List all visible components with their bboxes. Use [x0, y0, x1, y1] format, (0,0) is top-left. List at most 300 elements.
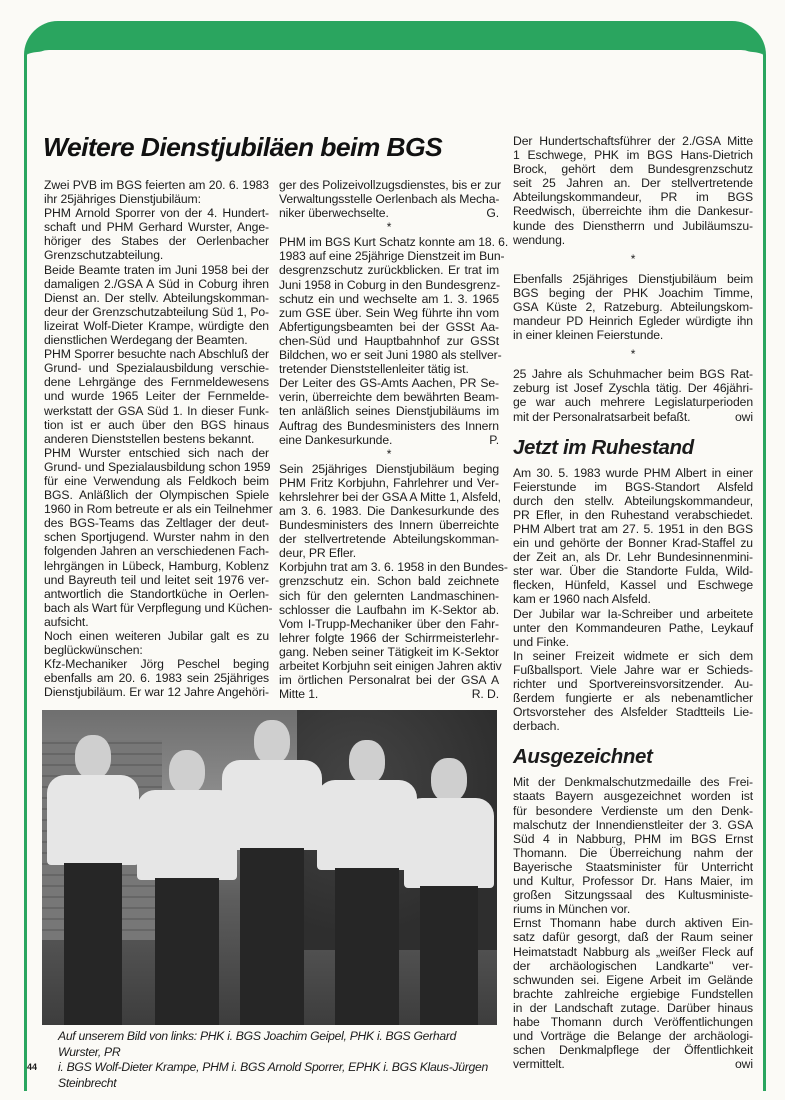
text-line — [513, 190, 753, 204]
paragraph — [279, 178, 499, 220]
line-text: Abfertigungsbeamten bei der GSSt Aa- — [279, 319, 499, 334]
text-line — [513, 381, 753, 395]
line-text: Vom I-Trupp-Mechaniker über den Fahr- — [279, 616, 499, 631]
text-line — [279, 362, 499, 376]
line-text: Heimatstadt Nabburg als „weißer Fleck auf — [513, 944, 753, 959]
section-heading: Ausgezeichnet — [513, 745, 653, 769]
text-line — [513, 328, 753, 342]
text-line — [44, 460, 269, 474]
author-initials: P. — [489, 432, 499, 447]
text-line — [513, 973, 753, 987]
line-text: Mitte 1. — [279, 687, 319, 702]
line-text: Süd 4 in Nabburg, PHM im BGS Ernst — [513, 831, 753, 846]
paragraph — [44, 347, 269, 446]
text-line — [279, 249, 505, 264]
paragraph — [279, 462, 499, 561]
text-line — [279, 419, 499, 433]
line-text: lehrer folgte 1966 der Schirrmeisterlehr- — [279, 630, 499, 645]
text-line — [279, 476, 499, 490]
page-number: 44 — [27, 1062, 38, 1072]
line-text: BGS beging der PHK Joachim Timme, — [513, 285, 753, 300]
text-line — [44, 559, 269, 573]
text-line — [513, 1057, 753, 1071]
line-text: dienstlichen Werdegang der Beamten. — [44, 333, 248, 348]
text-line — [44, 516, 269, 530]
line-text: Der Hundertschaftsführer der 2./GSA Mitte — [513, 134, 753, 148]
text-line — [279, 462, 499, 476]
text-line — [44, 643, 269, 657]
line-text: seit 25 Jahren an. Der stellvertretende — [513, 176, 753, 191]
text-line — [513, 148, 753, 162]
text-line — [279, 348, 502, 363]
text-line — [279, 645, 499, 659]
line-text: 1 Eschwege, PHK im BGS Hans-Dietrich — [513, 148, 753, 163]
section-separator: * — [386, 446, 392, 461]
line-text: Dienstjubiläum. Er war 12 Jahre Angehöri- — [44, 685, 269, 700]
line-text: lizeirat Wolf-Dieter Krampe, würdigte den — [44, 318, 269, 333]
line-text: bach als Wart für Verpflegung und Küchen- — [44, 600, 273, 615]
text-line — [513, 818, 753, 832]
line-text: mandeur PD Heinrich Egleder würdigte ihn — [513, 314, 753, 329]
line-text: In seiner Freizeit widmete er sich dem — [513, 648, 753, 663]
line-text: PHM Fritz Korbjuhn, Fahrlehrer und Ver- — [279, 475, 499, 490]
text-line — [513, 945, 753, 959]
line-text: zeburg ist Josef Zyschla tätig. Der 46jähri- — [513, 381, 753, 396]
text-line — [513, 480, 753, 494]
line-text: ebenfalls am 20. 6. 1983 sein 25jähriges — [44, 671, 269, 686]
text-line — [44, 305, 269, 319]
line-text: dene Lehrgänge des Fernmeldewesens — [44, 375, 269, 390]
line-text: ten anläßlich seines Dienstjubiläums im — [279, 404, 499, 419]
line-text: kehrslehrer bei der GSA A Mitte 1, Alsfeld, — [279, 489, 501, 504]
line-text: malschutz der Innendienstleiter der 3. GSA — [513, 817, 753, 832]
text-line — [44, 685, 269, 699]
line-text: arbeitet Korbjuhn seit einigen Jahren aktiv — [279, 659, 502, 673]
text-line — [279, 390, 499, 404]
photo-caption — [58, 1029, 498, 1091]
paragraph — [513, 916, 753, 1071]
line-text: beglückwünschen: — [44, 643, 143, 658]
text-line — [513, 233, 753, 247]
paragraph — [513, 649, 753, 734]
line-text: Kfz-Mechaniker Jörg Peschel beging — [44, 657, 269, 672]
text-line — [44, 192, 269, 206]
text-line — [513, 775, 753, 789]
line-text: habe Thomann durch Veröffentlichungen — [513, 1014, 753, 1029]
text-line — [513, 691, 753, 705]
line-text: PR Efler, in den Ruhestand verabschiedet. — [513, 507, 753, 522]
text-line — [279, 546, 499, 560]
text-line — [513, 677, 753, 691]
line-text: vermittelt. — [513, 1057, 565, 1072]
text-line — [513, 888, 753, 902]
line-text: Ebenfalls 25jähriges Dienstjubiläum beim — [513, 271, 753, 286]
text-line — [279, 292, 499, 306]
paragraph — [279, 376, 499, 446]
line-text: am 3. 6. 1983. Die Dankesurkunde des — [279, 503, 499, 518]
paragraph — [44, 657, 269, 699]
text-line — [279, 235, 509, 250]
paragraph — [44, 629, 269, 657]
text-line — [513, 649, 753, 663]
text-line — [513, 395, 753, 409]
text-line — [513, 860, 753, 874]
photo-person — [222, 720, 322, 1025]
text-line — [513, 959, 753, 973]
text-line — [279, 263, 499, 277]
line-text: Juni 1958 in Coburg in den Bundesgrenz- — [279, 277, 501, 292]
line-text: 1960 in Rom betreute er als ein Teilnehmer — [44, 502, 273, 517]
line-text: großen Sitzungssaal des Kultusministe- — [513, 888, 753, 903]
line-text: desgrenzschutz zurückblicken. Er trat im — [279, 263, 499, 278]
paragraph — [513, 607, 753, 649]
line-text: Der Jubilar war Ia-Schreiber und arbeitete — [513, 606, 753, 621]
line-text: und Vorträge die Belange der archäologi- — [513, 1029, 753, 1044]
paragraph — [513, 367, 753, 423]
text-line — [513, 916, 753, 930]
text-column-1 — [44, 178, 273, 700]
text-line — [513, 536, 753, 550]
text-line — [279, 631, 499, 645]
line-text: tretender Dienststellenleiter tätig ist. — [279, 362, 469, 377]
line-text: antwortlich die Standortküche in Oerlen- — [44, 586, 269, 601]
text-line — [513, 635, 753, 649]
text-line — [513, 607, 753, 621]
section-separator: * — [630, 251, 636, 266]
paragraph — [44, 263, 269, 348]
line-text: 1983 auf eine 25jährige Dienstzeit im Bun- — [279, 249, 505, 264]
text-line — [44, 474, 269, 488]
line-text: in einer kleinen Feierstunde. — [513, 328, 664, 343]
line-text: Noch einen weiteren Jubilar galt es zu — [44, 629, 269, 643]
line-text: Mit der Denkmalschutzmedaille des Frei- — [513, 775, 753, 790]
text-line — [44, 530, 269, 544]
line-text: chen-Süd und Hauptbahnhof zur GSSt — [279, 333, 499, 348]
text-line — [279, 206, 499, 220]
author-initials: G. — [486, 206, 499, 221]
paragraph — [44, 178, 269, 206]
text-line — [44, 389, 269, 403]
text-line — [513, 508, 753, 522]
text-line — [513, 663, 753, 677]
frame-inner — [27, 50, 763, 110]
text-line — [44, 291, 269, 305]
line-text: schwunden sei. Eigene Arbeit im Gelände — [513, 972, 753, 987]
paragraph — [513, 134, 753, 247]
text-line — [513, 621, 753, 635]
text-line — [513, 550, 753, 564]
line-text: und wurde 1965 Leiter der Fernmelde- — [44, 389, 269, 404]
line-text: Am 30. 5. 1983 wurde PHM Albert in einer — [513, 465, 753, 480]
text-line — [279, 433, 499, 447]
text-line — [44, 404, 269, 418]
text-line — [513, 1043, 753, 1057]
line-text: höriger des Stabes der Oerlenbacher — [44, 234, 269, 249]
line-text: und Finke. — [513, 634, 569, 649]
line-text: PHM Arnold Sporrer von der 4. Hundert- — [44, 206, 269, 221]
text-line — [513, 367, 753, 381]
text-line — [513, 522, 753, 536]
text-line — [513, 930, 753, 944]
line-text: ster war. Über die Standorte Fulda, Wild- — [513, 564, 753, 579]
line-text: Fußballsport. Viele Jahre war er Schieds- — [513, 662, 753, 677]
line-text: niker überwechselte. — [279, 206, 389, 221]
article-title: Weitere Dienstjubiläen beim BGS — [43, 132, 443, 162]
line-text: Bayerische Staatsminister für Unterricht — [513, 859, 753, 874]
author-initials: R. D. — [471, 687, 499, 702]
text-line — [513, 272, 753, 286]
group-photo — [42, 710, 497, 1025]
line-text: Verwaltungsstelle Oerlenbach als Mecha- — [279, 192, 500, 207]
text-line — [513, 874, 753, 888]
text-line — [44, 347, 269, 361]
line-text: GSA Küste 2, Ratzeburg. Abteilungskom- — [513, 299, 753, 314]
text-line — [279, 320, 499, 334]
line-text: tion ist er auch über den BGS hinaus — [44, 417, 269, 432]
text-line — [513, 494, 753, 508]
section-heading: Jetzt im Ruhestand — [513, 435, 694, 459]
line-text: ger des Polizeivollzugsdienstes, bis er zur — [279, 178, 501, 192]
text-line — [44, 333, 269, 347]
text-line — [279, 589, 499, 603]
line-text: Bundesministers des Innern überreichte — [279, 518, 499, 533]
line-text: Korbjuhn trat am 3. 6. 1958 in den Bundes- — [279, 560, 508, 575]
line-text: BGS. Anläßlich der Olympischen Spiele — [44, 488, 269, 503]
line-text: Dienst an. Der stellv. Abteilungskomman- — [44, 290, 269, 305]
text-line — [279, 659, 502, 673]
text-line — [513, 564, 753, 578]
line-text: Abteilungskommandeur, PR im BGS — [513, 190, 753, 205]
line-text: deur der Grenzschutzabteilung Süd 1, Po- — [44, 304, 269, 319]
caption-line: i. BGS Wolf-Dieter Krampe, PHM i. BGS Arnold Sporrer, EPHK i. BGS Klaus-Jürgen — [58, 1060, 488, 1075]
line-text: wendung. — [513, 232, 566, 247]
line-text: werkstatt der GSA Süd 1. In dieser Funk- — [44, 403, 269, 418]
line-text: der archäologischen Landkarte" ver- — [513, 958, 753, 973]
line-text: unter den Kommandeuren Pathe, Leykauf — [513, 620, 753, 635]
text-line — [513, 719, 753, 733]
paragraph — [279, 235, 509, 377]
line-text: gang. Neben seiner Tätigkeit im K-Sektor — [279, 644, 499, 659]
section-separator: * — [386, 220, 392, 235]
author-initials: owi — [735, 1057, 753, 1072]
text-line — [44, 432, 269, 446]
line-text: der Zeit an, als Dr. Lehr Bundesinnenmini- — [513, 550, 753, 565]
text-line — [44, 446, 269, 460]
text-line — [513, 902, 753, 916]
text-line — [279, 687, 499, 701]
line-text: anderen Dienststellen bestens bekannt. — [44, 431, 255, 446]
line-text: Beide Beamte traten im Juni 1958 bei der — [44, 262, 269, 277]
text-line — [44, 544, 269, 558]
text-line — [513, 1015, 753, 1029]
line-text: ßerdem fungierte er als nebenamtlicher — [513, 691, 753, 706]
text-line — [279, 334, 499, 348]
line-text: PHM Sporrer besuchte nach Abschluß der — [44, 347, 269, 362]
text-line — [279, 192, 499, 206]
text-line — [513, 314, 753, 328]
text-line — [44, 600, 273, 615]
line-text: schen Denkmalpflege der Öffentlichkeit — [513, 1043, 753, 1058]
line-text: Der Leiter des GS-Amts Aachen, PR Se- — [279, 376, 499, 391]
text-line — [513, 578, 753, 592]
text-line — [279, 278, 499, 292]
line-text: und Kultur, Professor Dr. Hans Maier, im — [513, 874, 753, 889]
line-text: des BGS-Teams das Zeltlager der deut- — [44, 516, 269, 531]
line-text: staats Bayern ausgezeichnet worden ist — [513, 789, 753, 804]
paragraph — [513, 466, 753, 607]
text-line — [513, 987, 753, 1001]
paragraph — [513, 775, 753, 916]
text-line — [44, 671, 269, 685]
text-line — [44, 248, 269, 262]
text-line — [279, 504, 499, 518]
text-line — [513, 789, 753, 803]
line-text: Grenzschutzabteilung. — [44, 248, 164, 263]
text-line — [513, 204, 753, 218]
photo-person — [47, 735, 139, 1025]
text-line — [279, 490, 499, 504]
line-text: im örtlichen Personalrat bei der GSA A — [279, 673, 499, 688]
line-text: schen Sportjugend. Wurster nahm in den — [44, 530, 269, 545]
text-line — [513, 219, 753, 233]
line-text: eine Dankesurkunde. — [279, 432, 393, 447]
text-line — [44, 206, 269, 220]
text-line — [279, 673, 499, 687]
text-line — [513, 846, 753, 860]
text-line — [279, 376, 499, 390]
line-text: Grund- und Spezialausbildung schon 1959 — [44, 459, 271, 474]
text-line — [44, 615, 269, 629]
caption-line: Auf unserem Bild von links: PHK i. BGS Joachim Geipel, PHK i. BGS Gerhard Wurster, PR — [58, 1029, 457, 1059]
line-text: Ortsvorsteher des Alsfelder Stadtteils Lie- — [513, 705, 753, 720]
paragraph — [513, 272, 753, 342]
text-column-3 — [513, 134, 753, 1071]
text-line — [44, 502, 273, 517]
line-text: riums in München vor. — [513, 902, 631, 917]
text-line — [513, 162, 753, 176]
line-text: kunde des Dienstherrn und Jubiläumszu- — [513, 218, 753, 233]
paragraph — [279, 560, 508, 702]
text-line — [513, 286, 753, 300]
line-text: in der Landschaft zutage. Darüber hinaus — [513, 1000, 753, 1015]
line-text: Ernst Thomann habe durch aktiven Ein- — [513, 916, 753, 931]
line-text: damaligen 2./GSA A Süd in Coburg ihren — [44, 276, 269, 291]
text-line — [279, 603, 499, 617]
text-line — [44, 263, 269, 277]
line-text: Grund- und Spezialausbildung verschie- — [44, 361, 269, 376]
line-text: Auftrag des Bundesministers des Innern — [279, 418, 499, 433]
line-text: Thomann. Die Überreichung nahm der — [513, 845, 753, 860]
line-text: flecken, Hünfeld, Kassel und Eschwege — [513, 578, 753, 593]
text-line — [44, 418, 269, 432]
line-text: ein und gehörte der Bonner Krad-Staffel zu — [513, 536, 753, 551]
line-text: für besondere Verdienste um den Denk- — [513, 803, 753, 818]
text-line — [279, 617, 499, 631]
text-line — [279, 574, 499, 588]
text-line — [279, 404, 499, 418]
text-line — [44, 319, 269, 333]
text-line — [513, 832, 753, 846]
section-separator: * — [630, 347, 636, 362]
line-text: schutz ein und wechselte am 1. 3. 1965 — [279, 291, 499, 306]
line-text: schlosser die Laufbahn im K-Sektor ab. — [279, 602, 499, 617]
text-line — [513, 410, 753, 424]
line-text: grenzschutz ein. Schon bald zeichnete — [279, 574, 499, 589]
text-line — [44, 587, 269, 601]
text-line — [44, 488, 269, 502]
line-text: Feierstunde im BGS-Standort Alsfeld — [513, 479, 753, 494]
line-text: Bildchen, wo er seit Juni 1980 als stellver- — [279, 348, 502, 363]
line-text: kam er 1960 nach Alsfeld. — [513, 592, 651, 607]
caption-line: Steinbrecht — [58, 1075, 117, 1090]
line-text: Sein 25jähriges Dienstjubiläum beging — [279, 461, 499, 476]
line-text: verin, überreichte dem bewährten Beam- — [279, 390, 499, 405]
photo-person — [317, 740, 417, 1025]
line-text: Reedwisch, überreichte ihm die Dankesur- — [513, 204, 753, 219]
text-line — [513, 1001, 753, 1015]
line-text: durch den stellv. Abteilungskommandeur, — [513, 493, 753, 508]
text-line — [44, 178, 269, 192]
text-line — [513, 1029, 753, 1043]
line-text: sich für den gelernten Landmaschinen- — [279, 588, 499, 603]
photo-person — [404, 758, 494, 1025]
line-text: PHM Albert trat am 27. 5. 1951 in den BGS — [513, 521, 753, 536]
text-line — [513, 466, 753, 480]
line-text: für eine Verwendung als Feldkoch beim — [44, 473, 269, 488]
text-line — [279, 532, 499, 546]
line-text: der stellvertretende Abteilungskomman- — [279, 532, 499, 547]
line-text: zum GSE über. Sein Weg führte ihn vom — [279, 305, 499, 320]
text-line — [513, 134, 753, 148]
text-line — [44, 375, 269, 389]
text-line — [513, 300, 753, 314]
author-initials: owi — [735, 409, 753, 424]
line-text: lehrgängen in Lübeck, Hamburg, Koblenz — [44, 558, 269, 573]
line-text: und Bayreuth teil und leitet seit 1976 ver- — [44, 572, 269, 587]
line-text: 25 Jahre als Schuhmacher beim BGS Rat- — [513, 367, 753, 382]
text-column-2 — [279, 178, 509, 702]
text-line — [279, 178, 499, 192]
paragraph — [44, 445, 273, 629]
text-line — [279, 306, 499, 320]
line-text: Brock, gehört dem Bundesgrenzschutz — [513, 162, 753, 177]
line-text: aufsicht. — [44, 614, 89, 629]
text-line — [279, 518, 499, 532]
line-text: brachte zahlreiche ergiebige Fundstellen — [513, 986, 753, 1001]
line-text: PHM im BGS Kurt Schatz konnte am 18. 6. — [279, 235, 509, 250]
text-line — [44, 220, 269, 234]
text-line — [279, 560, 508, 575]
line-text: deur, PR Efler. — [279, 546, 357, 561]
text-line — [44, 277, 269, 291]
text-line — [44, 629, 269, 643]
line-text: Zwei PVB im BGS feierten am 20. 6. 1983 — [44, 178, 269, 192]
paragraph — [44, 206, 269, 262]
line-text: richter und Sportvereinsvorsitzender. Au- — [513, 677, 753, 691]
text-line — [513, 705, 753, 719]
line-text: schaft und PHM Gerhard Wurster, Ange- — [44, 220, 269, 235]
line-text: satz dafür gesorgt, daß der Raum seiner — [513, 930, 753, 945]
line-text: mit der Personalratsarbeit befaßt. — [513, 409, 691, 424]
text-line — [44, 573, 269, 587]
text-line — [44, 234, 269, 248]
line-text: ihr 25jähriges Dienstjubiläum: — [44, 192, 201, 207]
text-line — [513, 176, 753, 190]
line-text: folgenden Jahren an verschiedenen Fach- — [44, 544, 269, 559]
text-line — [513, 804, 753, 818]
text-line — [44, 657, 269, 671]
text-line — [513, 592, 753, 606]
